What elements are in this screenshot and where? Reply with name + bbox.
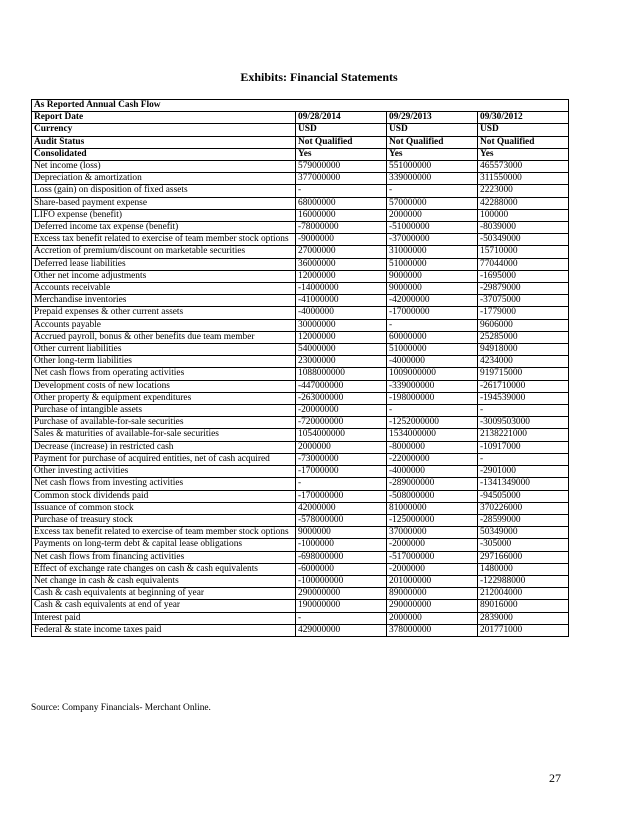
value-cell: -17000000 xyxy=(387,307,478,319)
value-cell: -263000000 xyxy=(296,392,387,404)
table-row xyxy=(32,527,569,539)
value-cell: -73000000 xyxy=(296,453,387,465)
table-row xyxy=(32,185,569,197)
table-row xyxy=(32,356,569,368)
row-label-cell: Audit Status xyxy=(32,136,296,148)
table-row xyxy=(32,368,569,380)
value-cell: -1252000000 xyxy=(387,417,478,429)
table-row xyxy=(32,246,569,258)
table-row xyxy=(32,331,569,343)
table-row xyxy=(32,466,569,478)
value-cell: - xyxy=(296,185,387,197)
value-cell: Not Qualified xyxy=(296,136,387,148)
value-cell: 551000000 xyxy=(387,161,478,173)
value-cell: - xyxy=(478,405,569,417)
value-cell: 09/28/2014 xyxy=(296,112,387,124)
value-cell: -94505000 xyxy=(478,490,569,502)
row-label-cell: Net cash flows from investing activities xyxy=(32,478,296,490)
row-label-cell: Payment for purchase of acquired entities, net of cash acquired xyxy=(32,453,296,465)
row-label-cell: Deferred income tax expense (benefit) xyxy=(32,222,296,234)
row-label-cell: Other net income adjustments xyxy=(32,270,296,282)
table-row xyxy=(32,575,569,587)
table-row xyxy=(32,222,569,234)
value-cell: -170000000 xyxy=(296,490,387,502)
value-cell: 42288000 xyxy=(478,197,569,209)
value-cell: Yes xyxy=(478,148,569,160)
value-cell: 42000000 xyxy=(296,502,387,514)
value-cell: -289000000 xyxy=(387,478,478,490)
value-cell: -194539000 xyxy=(478,392,569,404)
value-cell: -2000000 xyxy=(387,563,478,575)
row-label-cell: Excess tax benefit related to exercise of team member stock options xyxy=(32,234,296,246)
value-cell: 50349000 xyxy=(478,527,569,539)
row-label-cell: Cash & cash equivalents at end of year xyxy=(32,600,296,612)
row-label-cell: Issuance of common stock xyxy=(32,502,296,514)
value-cell: -14000000 xyxy=(296,283,387,295)
value-cell: -508000000 xyxy=(387,490,478,502)
value-cell: 1480000 xyxy=(478,563,569,575)
value-cell: -305000 xyxy=(478,539,569,551)
value-cell: 1534000000 xyxy=(387,429,478,441)
value-cell: -4000000 xyxy=(387,466,478,478)
value-cell: 16000000 xyxy=(296,209,387,221)
value-cell: 12000000 xyxy=(296,331,387,343)
row-label-cell: Accretion of premium/discount on marketable securities xyxy=(32,246,296,258)
value-cell: USD xyxy=(387,124,478,136)
row-label-cell: Payments on long-term debt & capital lease obligations xyxy=(32,539,296,551)
value-cell: -37075000 xyxy=(478,295,569,307)
row-label-cell: Purchase of intangible assets xyxy=(32,405,296,417)
value-cell: USD xyxy=(478,124,569,136)
value-cell: - xyxy=(387,185,478,197)
table-caption: As Reported Annual Cash Flow xyxy=(32,100,569,112)
table-header-row xyxy=(32,136,569,148)
value-cell: 89000000 xyxy=(387,588,478,600)
table-row xyxy=(32,319,569,331)
value-cell: -1341349000 xyxy=(478,478,569,490)
value-cell: -17000000 xyxy=(296,466,387,478)
value-cell: 9000000 xyxy=(387,270,478,282)
value-cell: -9000000 xyxy=(296,234,387,246)
row-label-cell: Deferred lease liabilities xyxy=(32,258,296,270)
row-label-cell: Merchandise inventories xyxy=(32,295,296,307)
row-label-cell: Cash & cash equivalents at beginning of year xyxy=(32,588,296,600)
row-label-cell: Accrued payroll, bonus & other benefits due team member xyxy=(32,331,296,343)
table-header-row xyxy=(32,124,569,136)
value-cell: 15710000 xyxy=(478,246,569,258)
row-label-cell: Effect of exchange rate changes on cash & cash equivalents xyxy=(32,563,296,575)
value-cell: -8000000 xyxy=(387,441,478,453)
value-cell: 2223000 xyxy=(478,185,569,197)
table-row xyxy=(32,624,569,636)
value-cell: 1054000000 xyxy=(296,429,387,441)
value-cell: 57000000 xyxy=(387,197,478,209)
value-cell: 370226000 xyxy=(478,502,569,514)
row-label-cell: Currency xyxy=(32,124,296,136)
table-row xyxy=(32,490,569,502)
value-cell: -51000000 xyxy=(387,222,478,234)
table-row xyxy=(32,234,569,246)
table-row xyxy=(32,563,569,575)
value-cell: 100000 xyxy=(478,209,569,221)
row-label-cell: Consolidated xyxy=(32,148,296,160)
value-cell: 27000000 xyxy=(296,246,387,258)
row-label-cell: Share-based payment expense xyxy=(32,197,296,209)
value-cell: - xyxy=(387,319,478,331)
page-number: 27 xyxy=(549,771,561,785)
value-cell: -100000000 xyxy=(296,575,387,587)
value-cell: 201000000 xyxy=(387,575,478,587)
table-row xyxy=(32,600,569,612)
value-cell: 77044000 xyxy=(478,258,569,270)
table-row xyxy=(32,405,569,417)
value-cell: 2000000 xyxy=(296,441,387,453)
row-label-cell: Purchase of available-for-sale securities xyxy=(32,417,296,429)
value-cell: 2000000 xyxy=(387,209,478,221)
table-row xyxy=(32,551,569,563)
value-cell: -2901000 xyxy=(478,466,569,478)
value-cell: 60000000 xyxy=(387,331,478,343)
value-cell: 919715000 xyxy=(478,368,569,380)
row-label-cell: Net cash flows from financing activities xyxy=(32,551,296,563)
value-cell: 36000000 xyxy=(296,258,387,270)
value-cell: 190000000 xyxy=(296,600,387,612)
value-cell: 25285000 xyxy=(478,331,569,343)
table-row xyxy=(32,441,569,453)
value-cell: -8039000 xyxy=(478,222,569,234)
value-cell: 54000000 xyxy=(296,344,387,356)
value-cell: 30000000 xyxy=(296,319,387,331)
row-label-cell: Other property & equipment expenditures xyxy=(32,392,296,404)
table-row xyxy=(32,514,569,526)
table-row xyxy=(32,209,569,221)
row-label-cell: Accounts payable xyxy=(32,319,296,331)
table-row xyxy=(32,173,569,185)
value-cell: 9606000 xyxy=(478,319,569,331)
value-cell: -29879000 xyxy=(478,283,569,295)
row-label-cell: Net cash flows from operating activities xyxy=(32,368,296,380)
value-cell: 377000000 xyxy=(296,173,387,185)
value-cell: 311550000 xyxy=(478,173,569,185)
table-row xyxy=(32,258,569,270)
table-row xyxy=(32,295,569,307)
value-cell: -4000000 xyxy=(387,356,478,368)
value-cell: 37000000 xyxy=(387,527,478,539)
row-label-cell: Prepaid expenses & other current assets xyxy=(32,307,296,319)
value-cell: Yes xyxy=(387,148,478,160)
row-label-cell: Other long-term liabilities xyxy=(32,356,296,368)
value-cell: -2000000 xyxy=(387,539,478,551)
value-cell: 378000000 xyxy=(387,624,478,636)
table-row xyxy=(32,588,569,600)
value-cell: -698000000 xyxy=(296,551,387,563)
row-label-cell: Interest paid xyxy=(32,612,296,624)
row-label-cell: Report Date xyxy=(32,112,296,124)
value-cell: -42000000 xyxy=(387,295,478,307)
table-row xyxy=(32,380,569,392)
value-cell: -1779000 xyxy=(478,307,569,319)
table-row xyxy=(32,478,569,490)
value-cell: 2000000 xyxy=(387,612,478,624)
value-cell: -10917000 xyxy=(478,441,569,453)
value-cell: 9000000 xyxy=(387,283,478,295)
value-cell: -6000000 xyxy=(296,563,387,575)
table-row xyxy=(32,270,569,282)
value-cell: -261710000 xyxy=(478,380,569,392)
value-cell: -339000000 xyxy=(387,380,478,392)
value-cell: -41000000 xyxy=(296,295,387,307)
value-cell: -22000000 xyxy=(387,453,478,465)
table-row xyxy=(32,344,569,356)
table-row xyxy=(32,453,569,465)
table-row xyxy=(32,283,569,295)
value-cell: 12000000 xyxy=(296,270,387,282)
row-label-cell: Net income (loss) xyxy=(32,161,296,173)
value-cell: 429000000 xyxy=(296,624,387,636)
value-cell: 81000000 xyxy=(387,502,478,514)
value-cell: 09/29/2013 xyxy=(387,112,478,124)
value-cell: -517000000 xyxy=(387,551,478,563)
value-cell: 290000000 xyxy=(296,588,387,600)
value-cell: 201771000 xyxy=(478,624,569,636)
value-cell: 1088000000 xyxy=(296,368,387,380)
row-label-cell: Other current liabilities xyxy=(32,344,296,356)
cash-flow-table xyxy=(31,99,569,637)
row-label-cell: Depreciation & amortization xyxy=(32,173,296,185)
value-cell: - xyxy=(296,612,387,624)
value-cell: -447000000 xyxy=(296,380,387,392)
value-cell: 2839000 xyxy=(478,612,569,624)
row-label-cell: Development costs of new locations xyxy=(32,380,296,392)
value-cell: 290000000 xyxy=(387,600,478,612)
row-label-cell: Net change in cash & cash equivalents xyxy=(32,575,296,587)
value-cell: 212004000 xyxy=(478,588,569,600)
value-cell: -4000000 xyxy=(296,307,387,319)
value-cell: - xyxy=(478,453,569,465)
value-cell: -37000000 xyxy=(387,234,478,246)
row-label-cell: Sales & maturities of available-for-sale securities xyxy=(32,429,296,441)
value-cell: 94918000 xyxy=(478,344,569,356)
value-cell: -50349000 xyxy=(478,234,569,246)
row-label-cell: Purchase of treasury stock xyxy=(32,514,296,526)
value-cell: -28599000 xyxy=(478,514,569,526)
value-cell: 31000000 xyxy=(387,246,478,258)
row-label-cell: LIFO expense (benefit) xyxy=(32,209,296,221)
table-row xyxy=(32,429,569,441)
value-cell: 51000000 xyxy=(387,258,478,270)
value-cell: -1000000 xyxy=(296,539,387,551)
value-cell: 89016000 xyxy=(478,600,569,612)
row-label-cell: Decrease (increase) in restricted cash xyxy=(32,441,296,453)
exhibit-title: Exhibits: Financial Statements xyxy=(240,70,398,84)
value-cell: -1695000 xyxy=(478,270,569,282)
value-cell: 2138221000 xyxy=(478,429,569,441)
value-cell: -78000000 xyxy=(296,222,387,234)
value-cell: -720000000 xyxy=(296,417,387,429)
table-row xyxy=(32,417,569,429)
value-cell: -198000000 xyxy=(387,392,478,404)
value-cell: Not Qualified xyxy=(478,136,569,148)
value-cell: 23000000 xyxy=(296,356,387,368)
value-cell: -20000000 xyxy=(296,405,387,417)
table-header-row xyxy=(32,148,569,160)
value-cell: 297166000 xyxy=(478,551,569,563)
table-row xyxy=(32,539,569,551)
value-cell: 68000000 xyxy=(296,197,387,209)
table-row xyxy=(32,307,569,319)
row-label-cell: Accounts receivable xyxy=(32,283,296,295)
row-label-cell: Excess tax benefit related to exercise of team member stock options xyxy=(32,527,296,539)
value-cell: - xyxy=(296,478,387,490)
table-row xyxy=(32,612,569,624)
value-cell: Yes xyxy=(296,148,387,160)
value-cell: -125000000 xyxy=(387,514,478,526)
table-row xyxy=(32,197,569,209)
value-cell: 465573000 xyxy=(478,161,569,173)
value-cell: Not Qualified xyxy=(387,136,478,148)
value-cell: -3009503000 xyxy=(478,417,569,429)
table-row xyxy=(32,161,569,173)
value-cell: USD xyxy=(296,124,387,136)
value-cell: 09/30/2012 xyxy=(478,112,569,124)
value-cell: 1009000000 xyxy=(387,368,478,380)
table-header-row xyxy=(32,112,569,124)
value-cell: 4234000 xyxy=(478,356,569,368)
value-cell: 9000000 xyxy=(296,527,387,539)
value-cell: 51000000 xyxy=(387,344,478,356)
row-label-cell: Other investing activities xyxy=(32,466,296,478)
row-label-cell: Common stock dividends paid xyxy=(32,490,296,502)
row-label-cell: Loss (gain) on disposition of fixed assets xyxy=(32,185,296,197)
value-cell: 579000000 xyxy=(296,161,387,173)
value-cell: -122988000 xyxy=(478,575,569,587)
value-cell: 339000000 xyxy=(387,173,478,185)
table-row xyxy=(32,392,569,404)
value-cell: -578000000 xyxy=(296,514,387,526)
row-label-cell: Federal & state income taxes paid xyxy=(32,624,296,636)
table-row xyxy=(32,502,569,514)
source-note: Source: Company Financials- Merchant Online. xyxy=(31,703,211,713)
value-cell: - xyxy=(387,405,478,417)
